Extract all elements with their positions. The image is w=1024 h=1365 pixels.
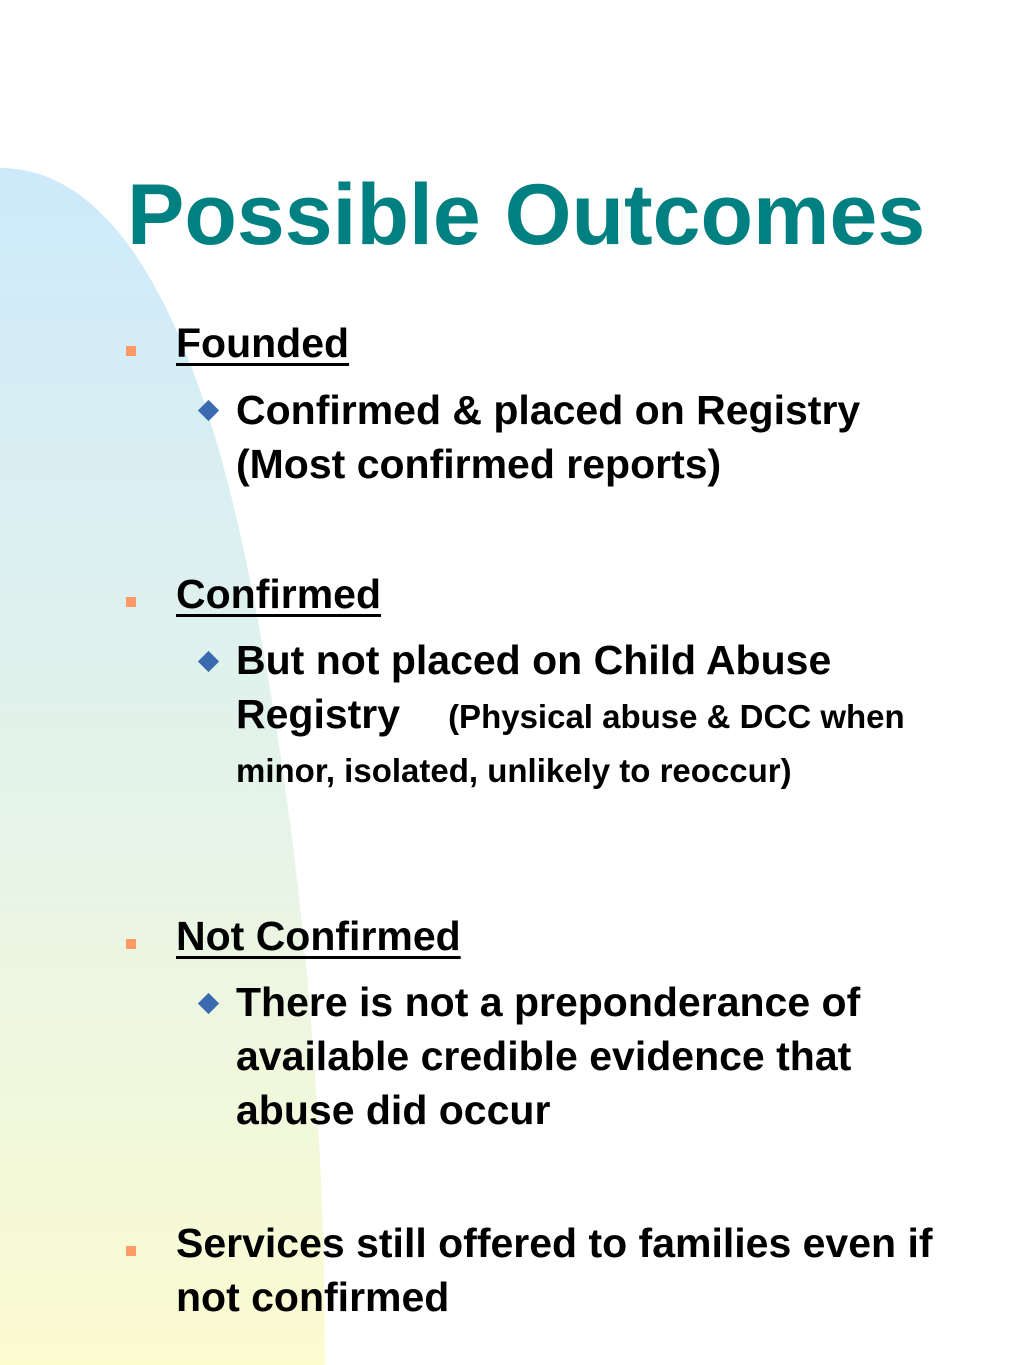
sub-bullet-confirmed <box>236 633 956 795</box>
bullet-heading-not-confirmed: Not Confirmed <box>176 913 461 959</box>
bullet-heading-founded: Founded <box>176 320 350 366</box>
square-bullet-icon <box>126 346 136 356</box>
sub-bullet-founded: Confirmed & placed on Registry (Most confirmed reports) <box>236 387 861 487</box>
square-bullet-icon <box>126 1246 136 1256</box>
square-bullet-icon <box>126 939 136 949</box>
sub-bullet-not-confirmed: There is not a preponderance of available credible evidence that abuse did occur <box>236 979 861 1133</box>
sub-bullet-confirmed-text: But not placed on Child Abuse Registry <box>236 637 832 737</box>
bullet-heading-confirmed: Confirmed <box>176 571 381 617</box>
sub-bullet-confirmed-note: (Physical abuse & DCC when minor, isolated, unlikely to reoccur) <box>236 698 905 789</box>
square-bullet-icon <box>126 597 136 607</box>
bullet-services: Services still offered to families even if not confirmed <box>176 1220 933 1320</box>
slide-title: Possible Outcomes <box>127 167 926 263</box>
